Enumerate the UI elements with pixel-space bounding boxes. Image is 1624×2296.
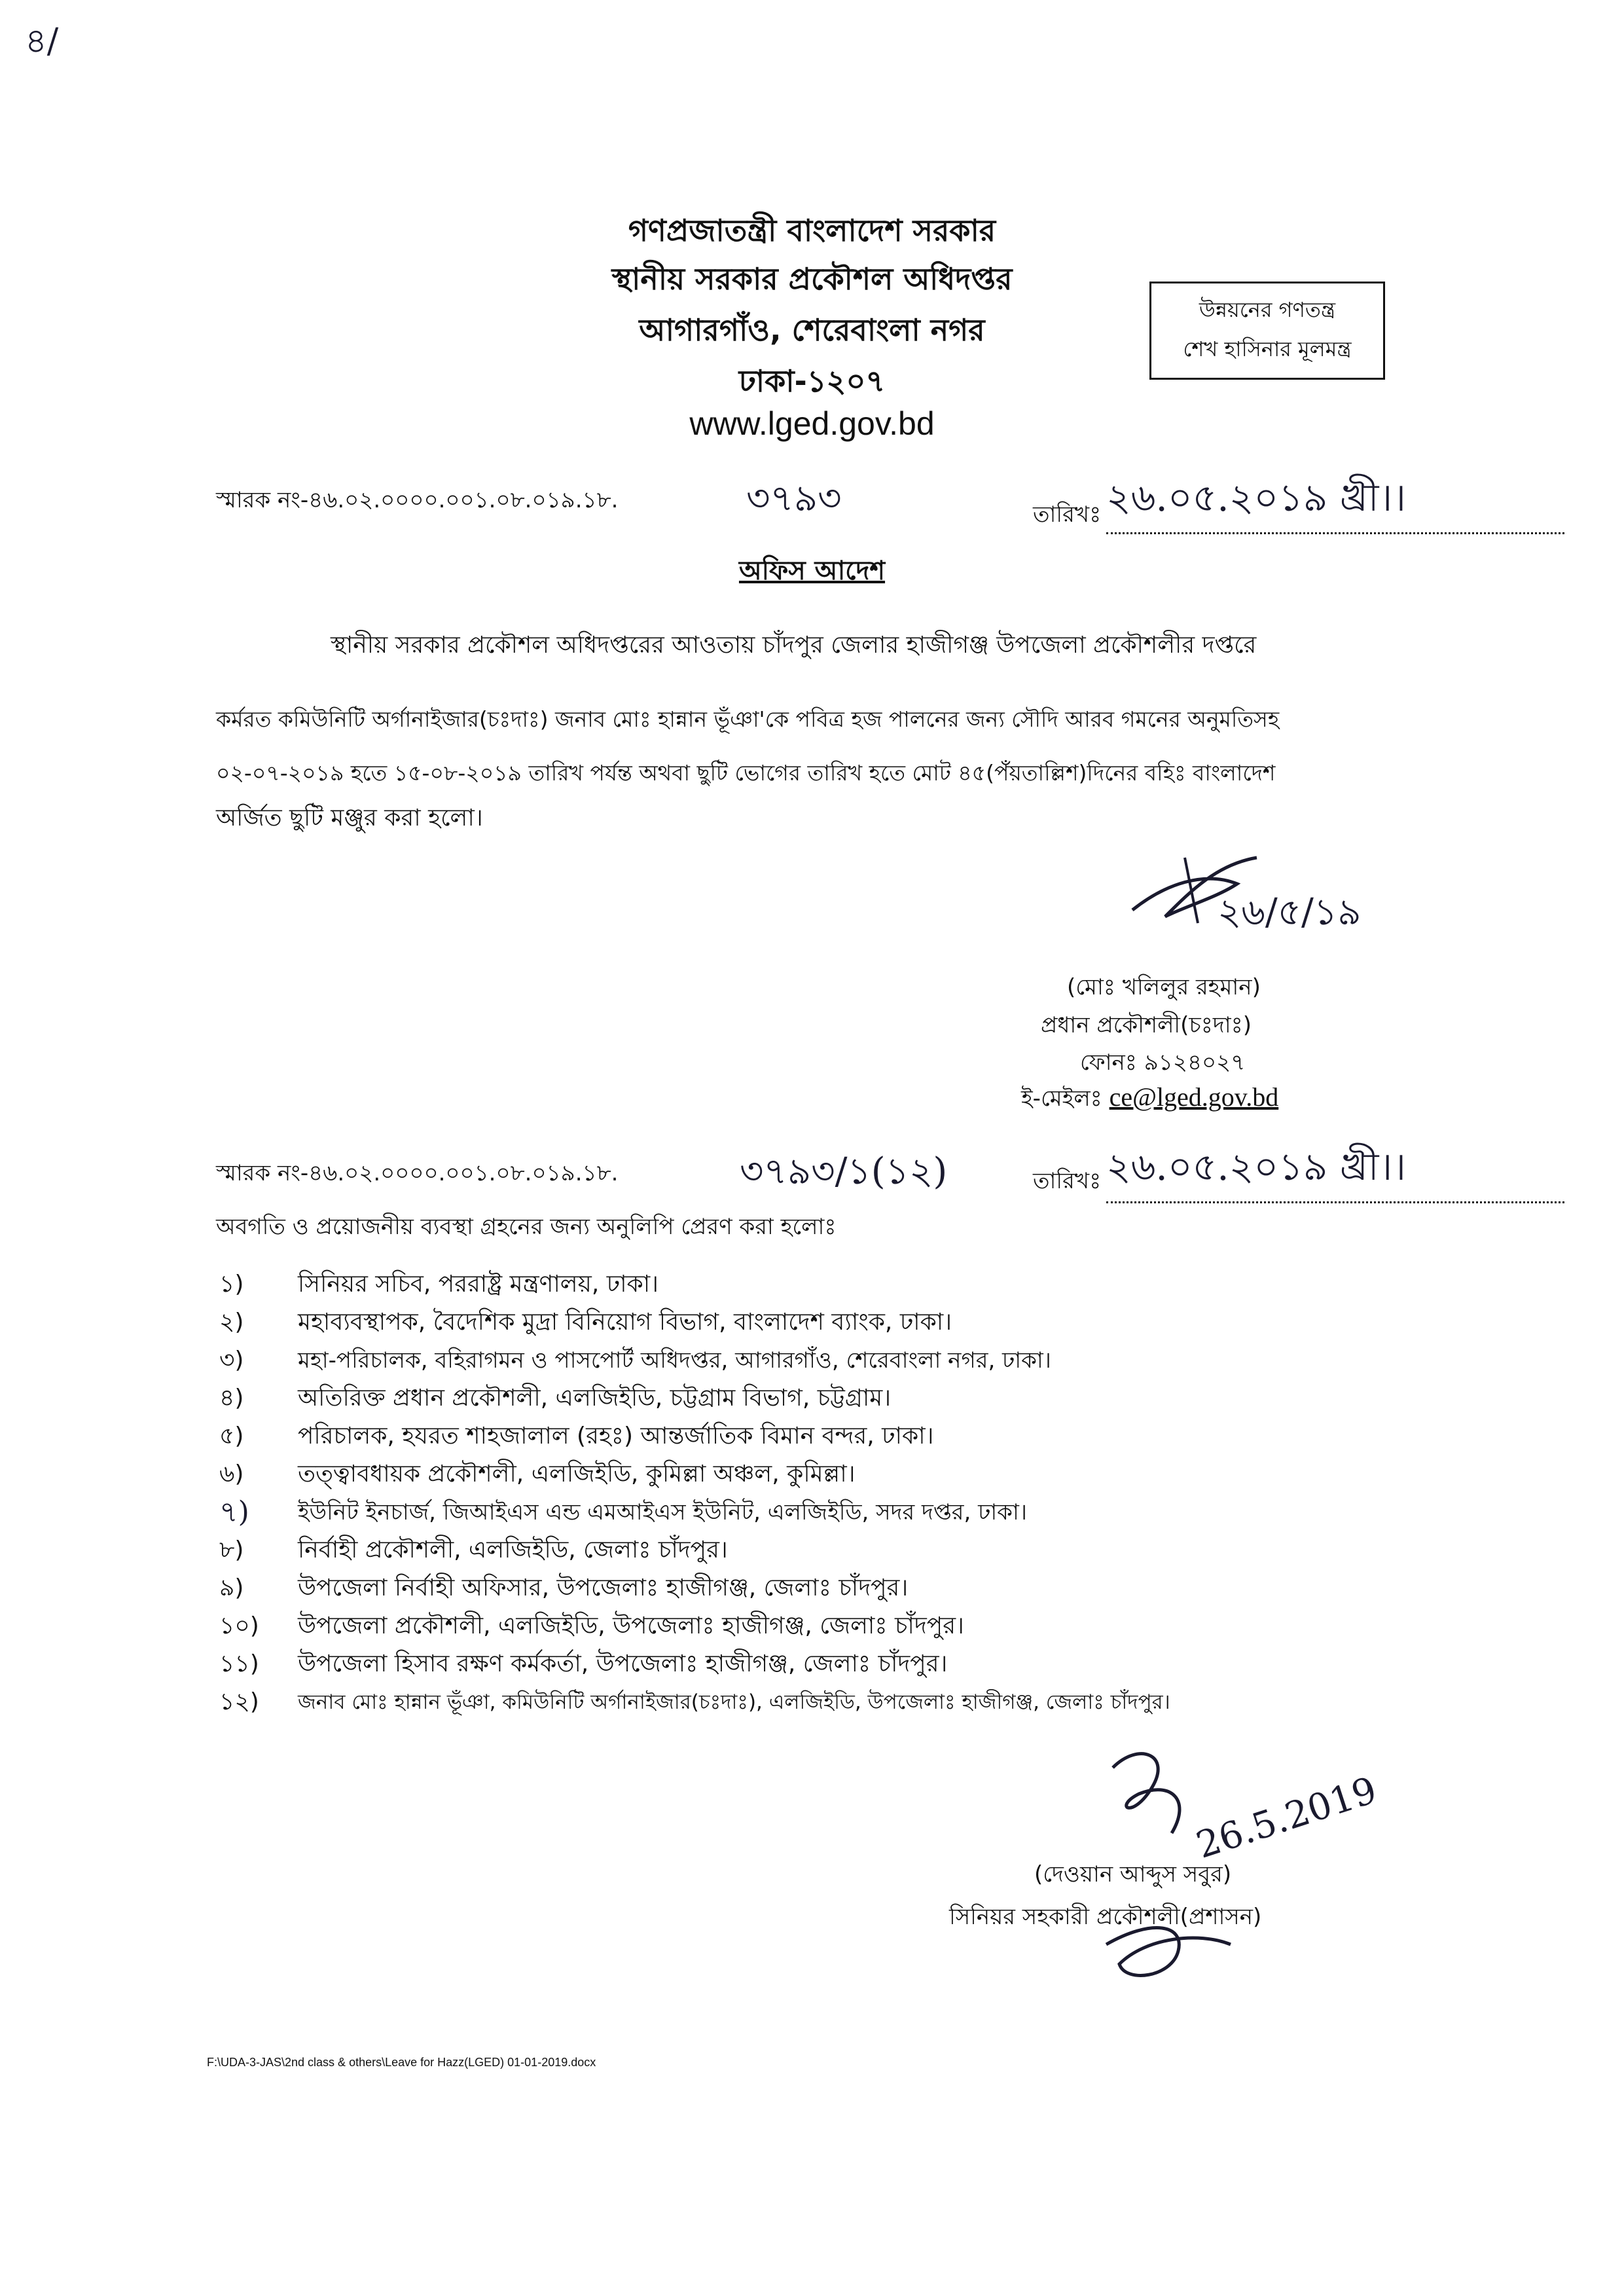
list-item — [219, 1647, 1463, 1685]
list-item-text: তত্ত্বাবধায়ক প্রকৌশলী, এলজিইডি, কুমিল্লা অঞ্চল, কুমিল্লা। — [298, 1461, 856, 1487]
list-item-number: ৭) — [219, 1495, 249, 1529]
list-item — [219, 1533, 1463, 1571]
list-item-number: ১২) — [219, 1688, 259, 1715]
list-item — [219, 1419, 1463, 1457]
list-item — [219, 1609, 1463, 1647]
memo-2-date-label: তারিখঃ — [1033, 1168, 1102, 1194]
list-item-text: উপজেলা প্রকৌশলী, এলজিইডি, উপজেলাঃ হাজীগঞ্জ, জেলাঃ চাঁদপুর। — [298, 1613, 964, 1639]
body-line-1: স্থানীয় সরকার প্রকৌশল অধিদপ্তরের আওতায় চাঁদপুর জেলার হাজীগঞ্জ উপজেলা প্রকৌশলীর দপ্তরে — [331, 632, 1257, 659]
body-line-4: অর্জিত ছুটি মঞ্জুর করা হলো। — [216, 805, 483, 831]
memo-1-label: স্মারক নং-৪৬.০২.০০০০.০০১.০৮.০১৯.১৮. — [216, 487, 619, 513]
slogan-box — [1149, 282, 1385, 380]
list-item — [219, 1685, 1463, 1722]
list-item — [219, 1457, 1463, 1495]
footer-file-path: F:\UDA-3-JAS\2nd class & others\Leave for Hazz(LGED) 01-01-2019.docx — [207, 2056, 596, 2069]
copy-intro: অবগতি ও প্রয়োজনীয় ব্যবস্থা গ্রহনের জন্য অনুলিপি প্রেরণ করা হলোঃ — [216, 1214, 837, 1240]
list-item-text: উপজেলা হিসাব রক্ষণ কর্মকর্তা, উপজেলাঃ হাজীগঞ্জ, জেলাঃ চাঁদপুর। — [298, 1650, 948, 1677]
body-line-2: কর্মরত কমিউনিটি অর্গানাইজার(চঃদাঃ) জনাব মোঃ হান্নান ভূঁঞা'কে পবিত্র হজ পালনের জন্য সৌদি আরব গমনের অনুমতিসহ — [216, 706, 1280, 732]
list-item-number: ১০) — [219, 1613, 259, 1639]
list-item-text: মহা-পরিচালক, বহিরাগমন ও পাসপোর্ট অধিদপ্তর, আগারগাঁও, শেরেবাংলা নগর, ঢাকা। — [298, 1347, 1051, 1374]
list-item — [219, 1343, 1463, 1381]
list-item-number: ১১) — [219, 1650, 259, 1677]
list-item-text: অতিরিক্ত প্রধান প্রকৌশলী, এলজিইডি, চট্টগ্রাম বিভাগ, চট্টগ্রাম। — [298, 1385, 892, 1412]
list-item-text: উপজেলা নির্বাহী অফিসার, উপজেলাঃ হাজীগঞ্জ, জেলাঃ চাঁদপুর। — [298, 1575, 909, 1601]
list-item-text: মহাব্যবস্থাপক, বৈদেশিক মুদ্রা বিনিয়োগ বিভাগ, বাংলাদেশ ব্যাংক, ঢাকা। — [298, 1309, 952, 1336]
list-item-text: পরিচালক, হযরত শাহজালাল (রহঃ) আন্তর্জাতিক বিমান বন্দর, ঢাকা। — [298, 1423, 934, 1449]
list-item — [219, 1495, 1463, 1533]
signature-1-designation: প্রধান প্রকৌশলী(চঃদাঃ) — [1041, 1012, 1252, 1038]
list-item-number: ৬) — [219, 1461, 244, 1487]
header-website: www.lged.gov.bd — [689, 405, 935, 442]
list-item — [219, 1571, 1463, 1609]
memo-2-date: ২৬.০৫.২০১৯ খ্রী।। — [1106, 1138, 1564, 1203]
body-line-3: ০২-০৭-২০১৯ হতে ১৫-০৮-২০১৯ তারিখ পর্যন্ত অথবা ছুটি ভোগের তারিখ হতে মোট ৪৫(পঁয়তাল্লিশ)দিনের বহিঃ বাংলাদেশ — [216, 760, 1276, 786]
list-item-number: ৩) — [219, 1347, 244, 1374]
list-item-number: ৮) — [219, 1537, 244, 1563]
header-address: আগারগাঁও, শেরেবাংলা নগর — [639, 312, 985, 348]
memo-1-date: ২৬.০৫.২০১৯ খ্রী।। — [1106, 469, 1564, 534]
signature-2-date: 26.5.2019 — [1191, 1768, 1382, 1867]
list-item-number: ৪) — [219, 1385, 244, 1412]
list-item-text: নির্বাহী প্রকৌশলী, এলজিইডি, জেলাঃ চাঁদপুর। — [298, 1537, 728, 1563]
list-item — [219, 1381, 1463, 1419]
signature-1-name: (মোঃ খলিলুর রহমান) — [1067, 974, 1261, 1000]
copy-list — [219, 1267, 1463, 1722]
signature-1-date: ২৬/৫/১৯ — [1218, 891, 1362, 934]
memo-1-date-label: তারিখঃ — [1033, 501, 1102, 528]
corner-handwritten-mark: ৪/ — [25, 22, 59, 61]
list-item-text: সিনিয়র সচিব, পররাষ্ট্র মন্ত্রণালয়, ঢাকা। — [298, 1271, 659, 1298]
list-item-number: ৫) — [219, 1423, 244, 1449]
list-item-text: ইউনিট ইনচার্জ, জিআইএস এন্ড এমআইএস ইউনিট, এলজিইডি, সদর দপ্তর, ঢাকা। — [298, 1499, 1027, 1525]
header-department: স্থানীয় সরকার প্রকৌশল অধিদপ্তর — [611, 261, 1013, 297]
signature-2-designation: সিনিয়র সহকারী প্রকৌশলী(প্রশাসন) — [949, 1904, 1262, 1930]
memo-2-label: স্মারক নং-৪৬.০২.০০০০.০০১.০৮.০১৯.১৮. — [216, 1160, 619, 1186]
signature-1-phone: ফোনঃ ৯১২৪০২৭ — [1080, 1049, 1246, 1076]
memo-1-number: ৩৭৯৩ — [746, 477, 842, 520]
header-city: ঢাকা-১২০৭ — [738, 363, 886, 399]
page-title: অফিস আদেশ — [738, 556, 886, 586]
email-label: ই-মেইলঃ — [1021, 1085, 1102, 1112]
signature-1-email-row — [1021, 1082, 1278, 1119]
header-government: গণপ্রজাতন্ত্রী বাংলাদেশ সরকার — [628, 213, 996, 248]
list-item — [219, 1305, 1463, 1343]
email-link[interactable]: ce@lged.gov.bd — [1109, 1082, 1279, 1112]
slogan-line-1: উন্নয়নের গণতন্ত্র — [1199, 297, 1336, 322]
list-item-number: ৯) — [219, 1575, 244, 1601]
slogan-line-2: শেখ হাসিনার মূলমন্ত্র — [1183, 337, 1352, 361]
memo-2-number: ৩৭৯৩/১(১২) — [740, 1150, 948, 1193]
signature-2-name: (দেওয়ান আব্দুস সবুর) — [1034, 1861, 1232, 1887]
list-item-number: ২) — [219, 1309, 244, 1336]
list-item-number: ১) — [219, 1271, 244, 1298]
list-item — [219, 1267, 1463, 1305]
list-item-text: জনাব মোঃ হান্নান ভূঁঞা, কমিউনিটি অর্গানাইজার(চঃদাঃ), এলজিইডি, উপজেলাঃ হাজীগঞ্জ, জেলাঃ চাঁদপুর। — [298, 1690, 1170, 1714]
